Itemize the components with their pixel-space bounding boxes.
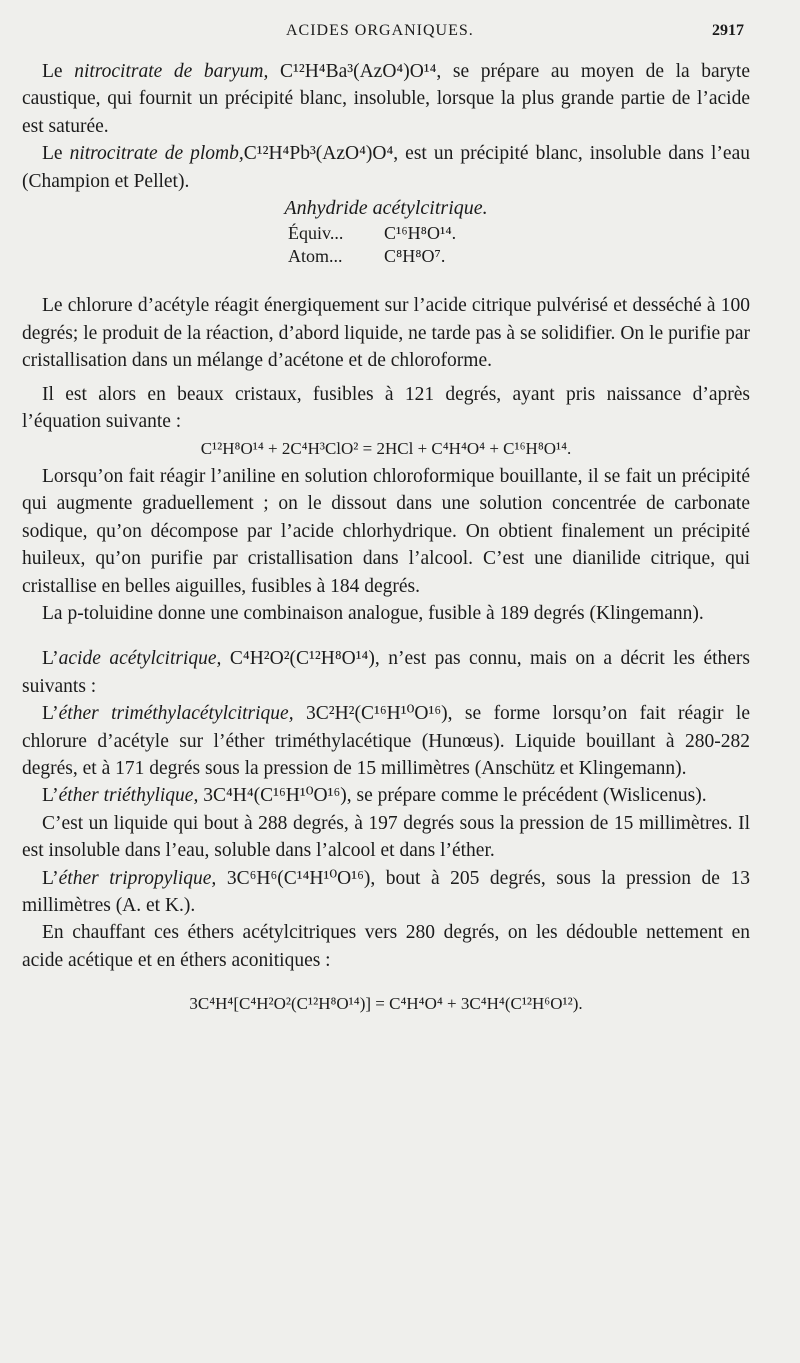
para-lead: L’ [42, 648, 59, 670]
paragraph-ether-tripropyl [22, 865, 750, 920]
para-lead: L’ [42, 867, 59, 889]
reaction-equation: C¹²H⁸O¹⁴ + 2C⁴H³ClO² = 2HCl + C⁴H⁴O⁴ + C¹⁶H⁸O¹⁴. [200, 439, 572, 459]
para-lead: L’ [42, 785, 59, 807]
spacer [22, 627, 750, 645]
paragraph-nitrocitrate-plomb [22, 140, 750, 195]
chemical-formula: C¹²H⁴Pb³(AzO⁴)O⁴, [243, 143, 399, 165]
para-lead: Le [42, 61, 75, 82]
paragraph-ether-triethyl [22, 782, 750, 809]
body-text [22, 58, 750, 1018]
paragraph-crystals: Il est alors en beaux cristaux, fusibles à 121 degrés, ayant pris naissance d’après l’équation suivante : [22, 383, 750, 433]
chemical-formula: 3C²H²(C¹⁶H¹⁰O¹⁶), [305, 703, 453, 725]
compound-name: nitrocitrate de baryum, [74, 61, 269, 82]
paragraph-text: se prépare au moyen de la baryte caustique, qui fournit un précipité blanc, insoluble, lorsque la plus grande partie de l’acide est saturée. [22, 61, 751, 137]
paragraph-preparation: Le chlorure d’acétyle réagit énergiquement sur l’acide citrique pulvérisé et desséché à 100 degrés; le produit de la réaction, d’abord liquide, ne tarde pas à se solidifier. On le purifie par cristallisation dans un mélange d’acétone et de chloroforme. [22, 295, 750, 372]
chemical-formula: C⁴H²O²(C¹²H⁸O¹⁴), [229, 648, 380, 670]
running-title: ACIDES ORGANIQUES. [286, 22, 474, 39]
paragraph-toluidine: La p-toluidine donne une combinaison analogue, fusible à 189 degrés (Klingemann). [42, 602, 704, 624]
paragraph-text: est un précipité blanc, insoluble dans l’eau (Champion et Pellet). [22, 143, 750, 192]
chemical-formula: 3C⁶H⁶(C¹⁴H¹⁰O¹⁶), [226, 867, 376, 889]
paragraph-liquide: C’est un liquide qui bout à 288 degrés, à 197 degrés sous la pression de 15 millimètres. Il est insoluble dans l’eau, soluble dans l’alcool et dans l’éther. [22, 812, 750, 862]
page-number: 2917 [712, 22, 744, 39]
paragraph-acide-acetylcitrique [22, 645, 750, 700]
paragraph-aniline: Lorsqu’on fait réagir l’aniline en solution chloroformique bouillante, il se fait un précipité qui augmente graduellement ; on le dissout dans une solution concentrée de carbonate sodique, qu’on décompose par l’acide chlorhydrique. On obtient finalement un précipité huileux, qu’on purifie par cristallisation dans l’alcool. C’est une dianilide citrique, qui cristallise en belles aiguilles, fusibles à 184 degrés. [22, 465, 750, 597]
compound-name: éther triméthylacétylcitrique, [58, 703, 294, 725]
chemical-formula: C¹²H⁴Ba³(AzO⁴)O¹⁴, [280, 61, 442, 82]
para-lead: L’ [42, 703, 59, 725]
atom-row [288, 245, 750, 268]
paragraph-ether-trimethyl [22, 700, 750, 782]
paragraph-text: se forme lorsqu’on fait réagir le chlorure d’acétyle sur l’éther triméthylacétique (Hunœus). Liquide bouillant à 280-282 degrés, et à 171 degrés sous la pression de 15 millimètres (Anschütz et Klingemann). [22, 703, 750, 779]
equiv-value: C¹⁶H⁸O¹⁴. [384, 223, 457, 244]
paragraph-text: n’est pas connu, mais on a décrit les éthers suivants : [22, 648, 751, 697]
paragraph-text: bout à 205 degrés, sous la pression de 13 millimètres (A. et K.). [22, 867, 750, 916]
formula-block [288, 222, 750, 268]
equiv-label: Équiv... [288, 223, 344, 244]
running-header [0, 22, 800, 46]
paragraph-dedoublement: En chauffant ces éthers acétylcitriques vers 280 degrés, on les dédouble nettement en acide acétique et en éthers aconitiques : [22, 922, 750, 971]
atom-label: Atom... [288, 246, 343, 267]
section-heading: Anhydride acétylcitrique. [284, 197, 488, 220]
compound-name: nitrocitrate de plomb, [69, 143, 244, 165]
compound-name: éther tripropylique, [58, 867, 217, 889]
chemical-formula: 3C⁴H⁴(C¹⁶H¹⁰O¹⁶), [203, 785, 352, 807]
equiv-row [288, 222, 750, 245]
decomposition-equation: 3C⁴H⁴[C⁴H²O²(C¹²H⁸O¹⁴)] = C⁴H⁴O⁴ + 3C⁴H⁴(C¹²H⁶O¹²). [189, 994, 583, 1014]
paragraph-nitrocitrate-baryum [22, 58, 750, 140]
paragraph-text: se prépare comme le précédent (Wislicenus). [351, 785, 707, 807]
para-lead: Le [42, 143, 70, 165]
compound-name: acide acétylcitrique, [58, 648, 222, 670]
atom-value: C⁸H⁸O⁷. [384, 246, 446, 267]
compound-name: éther triéthylique, [58, 785, 199, 807]
